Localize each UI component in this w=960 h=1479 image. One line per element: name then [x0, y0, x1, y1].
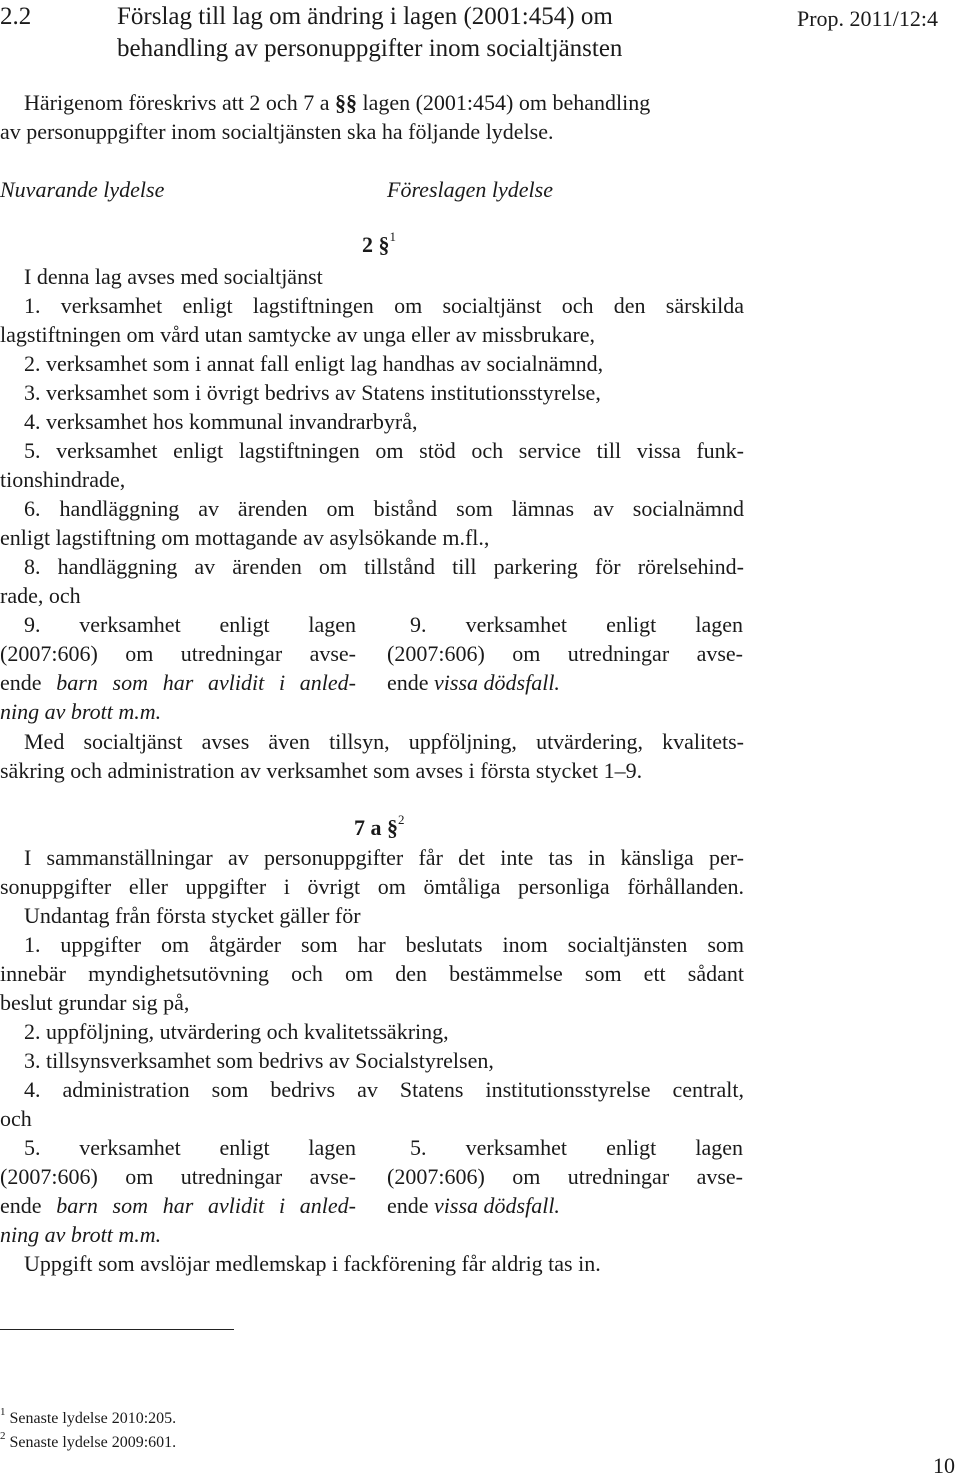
- footnote-text: Senaste lydelse 2010:205.: [9, 1410, 177, 1427]
- s2-closing-line2: säkring och administration av verksamhet som avses i första stycket 1–9.: [0, 758, 643, 783]
- current-item-9-line1: 9. verksamhet enligt lagen: [24, 612, 356, 637]
- s2-line: lagstiftningen om vård utan samtycke av unga eller av missbrukare,: [0, 322, 596, 347]
- s2-line: 4. verksamhet hos kommunal invandrarbyrå,: [24, 409, 418, 434]
- s2-line: 5. verksamhet enligt lagstiftningen om stöd och service till vissa funk-: [24, 438, 744, 463]
- s7a-line: Undantag från första stycket gäller för: [24, 903, 361, 928]
- current-item-9-line2: (2007:606) om utredningar avse-: [0, 641, 356, 666]
- current-item-5-line4: ning av brott m.m.: [0, 1222, 162, 1247]
- italic-text: barn som har avlidit i anled-: [56, 1193, 356, 1218]
- italic-text: vissa dödsfall.: [434, 1193, 560, 1218]
- s2-line: 8. handläggning av ärenden om tillstånd till parkering för rörelsehind-: [24, 554, 744, 579]
- s2-line: I denna lag avses med socialtjänst: [24, 264, 323, 289]
- s7a-closing: Uppgift som avslöjar medlemskap i fackförening får aldrig tas in.: [24, 1251, 601, 1276]
- s7a-line: 1. uppgifter om åtgärder som har beslutats inom socialtjänsten som: [24, 932, 744, 957]
- s7a-line: I sammanställningar av personuppgifter får det inte tas in känsliga per-: [24, 845, 744, 870]
- intro-line2: av personuppgifter inom socialtjänsten ska ha följande lydelse.: [0, 119, 554, 144]
- s7a-line: 2. uppföljning, utvärdering och kvalitetssäkring,: [24, 1019, 449, 1044]
- current-item-9-line3: [0, 668, 356, 697]
- footnote-ref-1: 1: [389, 228, 396, 244]
- proposed-item-5-line1: 5. verksamhet enligt lagen: [410, 1135, 743, 1160]
- section-sign: §§: [334, 90, 357, 115]
- proposed-item-5-line2: (2007:606) om utredningar avse-: [387, 1164, 743, 1189]
- italic-text: vissa dödsfall.: [434, 670, 560, 695]
- footnote-2: [0, 1429, 177, 1453]
- intro-text-a: Härigenom föreskrivs att 2 och 7 a: [24, 90, 330, 115]
- footnote-1: [0, 1405, 177, 1429]
- s7a-line: sonuppgifter eller uppgifter i övrigt om ömtåliga personliga förhållanden.: [0, 874, 744, 899]
- section-7a-label: 7 a §: [354, 815, 398, 840]
- current-item-5-line1: 5. verksamhet enligt lagen: [24, 1135, 356, 1160]
- s7a-line: 3. tillsynsverksamhet som bedrivs av Socialstyrelsen,: [24, 1048, 494, 1073]
- s2-line: 3. verksamhet som i övrigt bedrivs av Statens institutionsstyrelse,: [24, 380, 601, 405]
- current-item-5-line2: (2007:606) om utredningar avse-: [0, 1164, 356, 1189]
- footnote-number: 1: [0, 1405, 6, 1418]
- footnote-ref-2: 2: [398, 811, 405, 827]
- proposed-wording-header: Föreslagen lydelse: [387, 177, 553, 202]
- current-item-9-line4: ning av brott m.m.: [0, 699, 162, 724]
- footnote-number: 2: [0, 1429, 6, 1442]
- section-7a-heading: [354, 813, 405, 842]
- s2-line: 2. verksamhet som i annat fall enligt lag handhas av socialnämnd,: [24, 351, 604, 376]
- s7a-line: 4. administration som bedrivs av Statens institutionsstyrelse centralt,: [24, 1077, 744, 1102]
- plain-text: ende: [0, 670, 57, 695]
- s2-closing-line1: Med socialtjänst avses även tillsyn, uppföljning, utvärdering, kvalitets-: [24, 729, 744, 754]
- s2-line: tionshindrade,: [0, 467, 126, 492]
- s2-line: enligt lagstiftning om mottagande av asylsökande m.fl.,: [0, 525, 490, 550]
- current-item-5-line3: [0, 1191, 356, 1220]
- footnote-text: Senaste lydelse 2009:601.: [9, 1434, 177, 1451]
- plain-text: ende: [0, 1193, 57, 1218]
- current-wording-header: Nuvarande lydelse: [0, 177, 165, 202]
- section-number: 2.2: [0, 3, 32, 30]
- section-title-line1: Förslag till lag om ändring i lagen (2001:454) om: [117, 3, 613, 30]
- footnote-separator: [0, 1329, 234, 1330]
- prop-reference: Prop. 2011/12:4: [797, 6, 938, 31]
- proposed-item-9-line2: (2007:606) om utredningar avse-: [387, 641, 743, 666]
- s7a-line: beslut grundar sig på,: [0, 990, 190, 1015]
- s7a-line: och: [0, 1106, 32, 1131]
- plain-text: ende: [387, 1193, 435, 1218]
- proposed-item-9-line3: [387, 668, 560, 697]
- proposed-item-9-line1: 9. verksamhet enligt lagen: [410, 612, 743, 637]
- intro-text-b: lagen (2001:454) om behandling: [362, 90, 651, 115]
- section-2-label: 2 §: [362, 232, 390, 257]
- section-2-heading: [362, 230, 396, 259]
- intro-line1: [24, 88, 650, 117]
- s2-line: rade, och: [0, 583, 81, 608]
- s2-line: 6. handläggning av ärenden om bistånd som lämnas av socialnämnd: [24, 496, 744, 521]
- s2-line: 1. verksamhet enligt lagstiftningen om socialtjänst och den särskilda: [24, 293, 744, 318]
- proposed-item-5-line3: [387, 1191, 560, 1220]
- plain-text: ende: [387, 670, 435, 695]
- italic-text: barn som har avlidit i anled-: [56, 670, 356, 695]
- page-number: 10: [933, 1453, 955, 1478]
- s7a-line: innebär myndighetsutövning och om den bestämmelse som ett sådant: [0, 961, 744, 986]
- section-title-line2: behandling av personuppgifter inom socialtjänsten: [117, 35, 623, 62]
